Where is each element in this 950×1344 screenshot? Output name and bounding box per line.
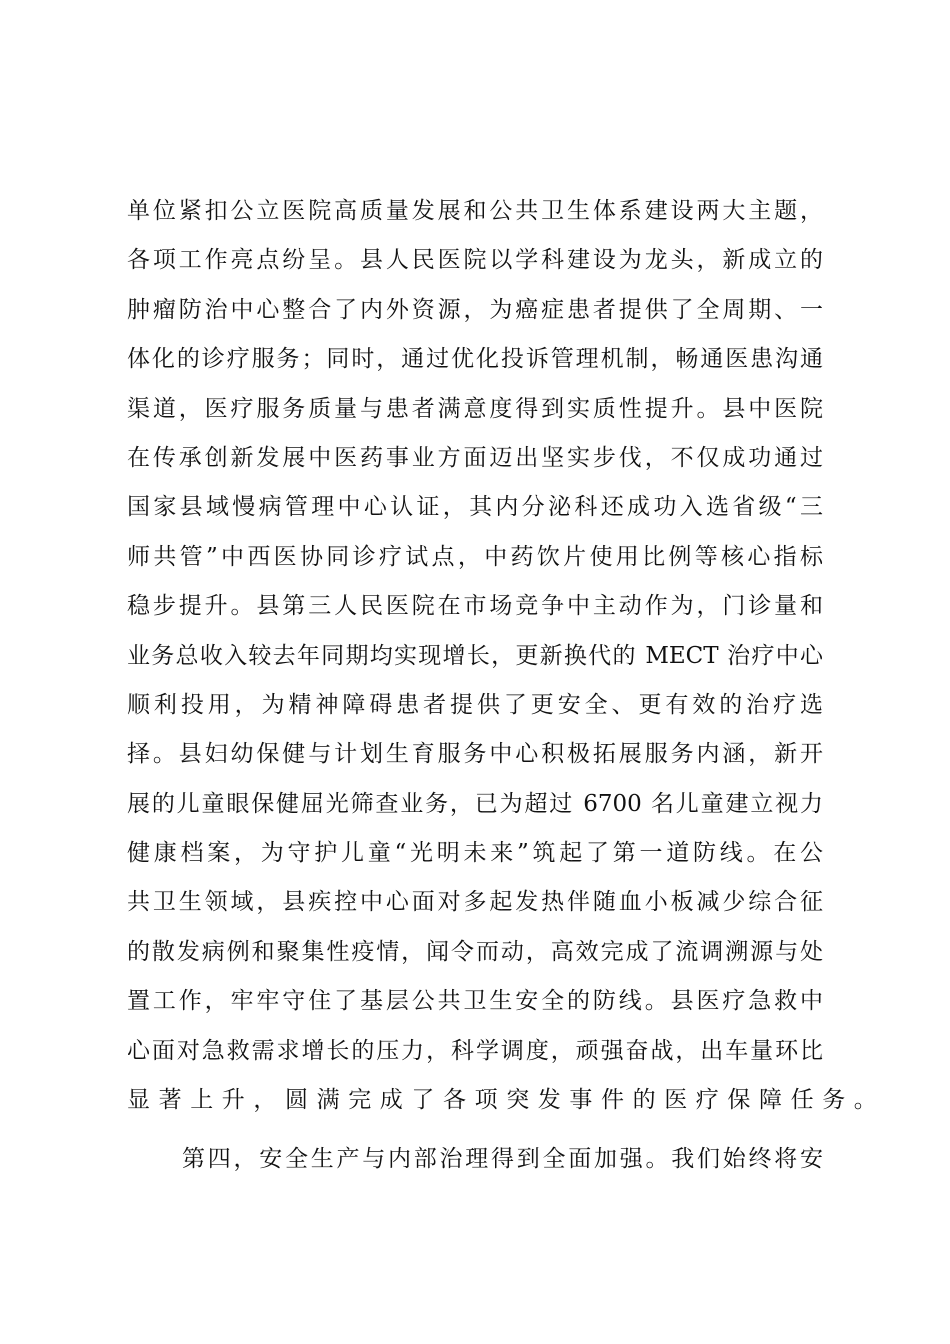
text-line: 在传承创新发展中医药事业方面迈出坚实步伐，不仅成功通过: [127, 444, 823, 471]
text-line: 单位紧扣公立医院高质量发展和公共卫生体系建设两大主题，: [127, 198, 823, 224]
text-line-paragraph-end: 显著上升，圆满完成了各项突发事件的医疗保障任务。: [127, 1087, 886, 1114]
text-line: 顺利投用，为精神障碍患者提供了更安全、更有效的治疗选: [127, 691, 823, 718]
text-line: 择。县妇幼保健与计划生育服务中心积极拓展服务内涵，新开: [127, 741, 823, 768]
text-line: 肿瘤防治中心整合了内外资源，为癌症患者提供了全周期、一: [127, 296, 823, 323]
text-line: 稳步提升。县第三人民医院在市场竞争中主动作为，门诊量和: [127, 593, 823, 620]
paragraph-safety-governance: [127, 1144, 823, 1193]
text-line: 国家县域慢病管理中心认证，其内分泌科还成功入选省级“三: [127, 494, 823, 521]
text-line-indented: 第四，安全生产与内部治理得到全面加强。我们始终将安: [182, 1146, 823, 1173]
body-text: [127, 196, 886, 1194]
text-line: 体化的诊疗服务；同时，通过优化投诉管理机制，畅通医患沟通: [127, 346, 823, 373]
paragraph-hospital-highlights: [127, 196, 886, 1134]
text-line: 置工作，牢牢守住了基层公共卫生安全的防线。县医疗急救中: [127, 988, 823, 1015]
text-line: 心面对急救需求增长的压力，科学调度，顽强奋战，出车量环比: [127, 1037, 823, 1064]
text-line: 的散发病例和聚集性疫情，闻令而动，高效完成了流调溯源与处: [127, 938, 823, 965]
text-line: 师共管”中西医协同诊疗试点，中药饮片使用比例等核心指标: [127, 543, 823, 570]
text-line: 健康档案，为守护儿童“光明未来”筑起了第一道防线。在公: [127, 840, 823, 867]
text-line: 各项工作亮点纷呈。县人民医院以学科建设为龙头，新成立的: [127, 247, 823, 274]
text-line: 业务总收入较去年同期均实现增长，更新换代的 MECT 治疗中心: [127, 642, 823, 669]
text-line: 共卫生领域，县疾控中心面对多起发热伴随血小板减少综合征: [127, 889, 823, 916]
text-line: 展的儿童眼保健屈光筛查业务，已为超过 6700 名儿童建立视力: [127, 790, 823, 817]
text-line: 渠道，医疗服务质量与患者满意度得到实质性提升。县中医院: [127, 395, 823, 422]
